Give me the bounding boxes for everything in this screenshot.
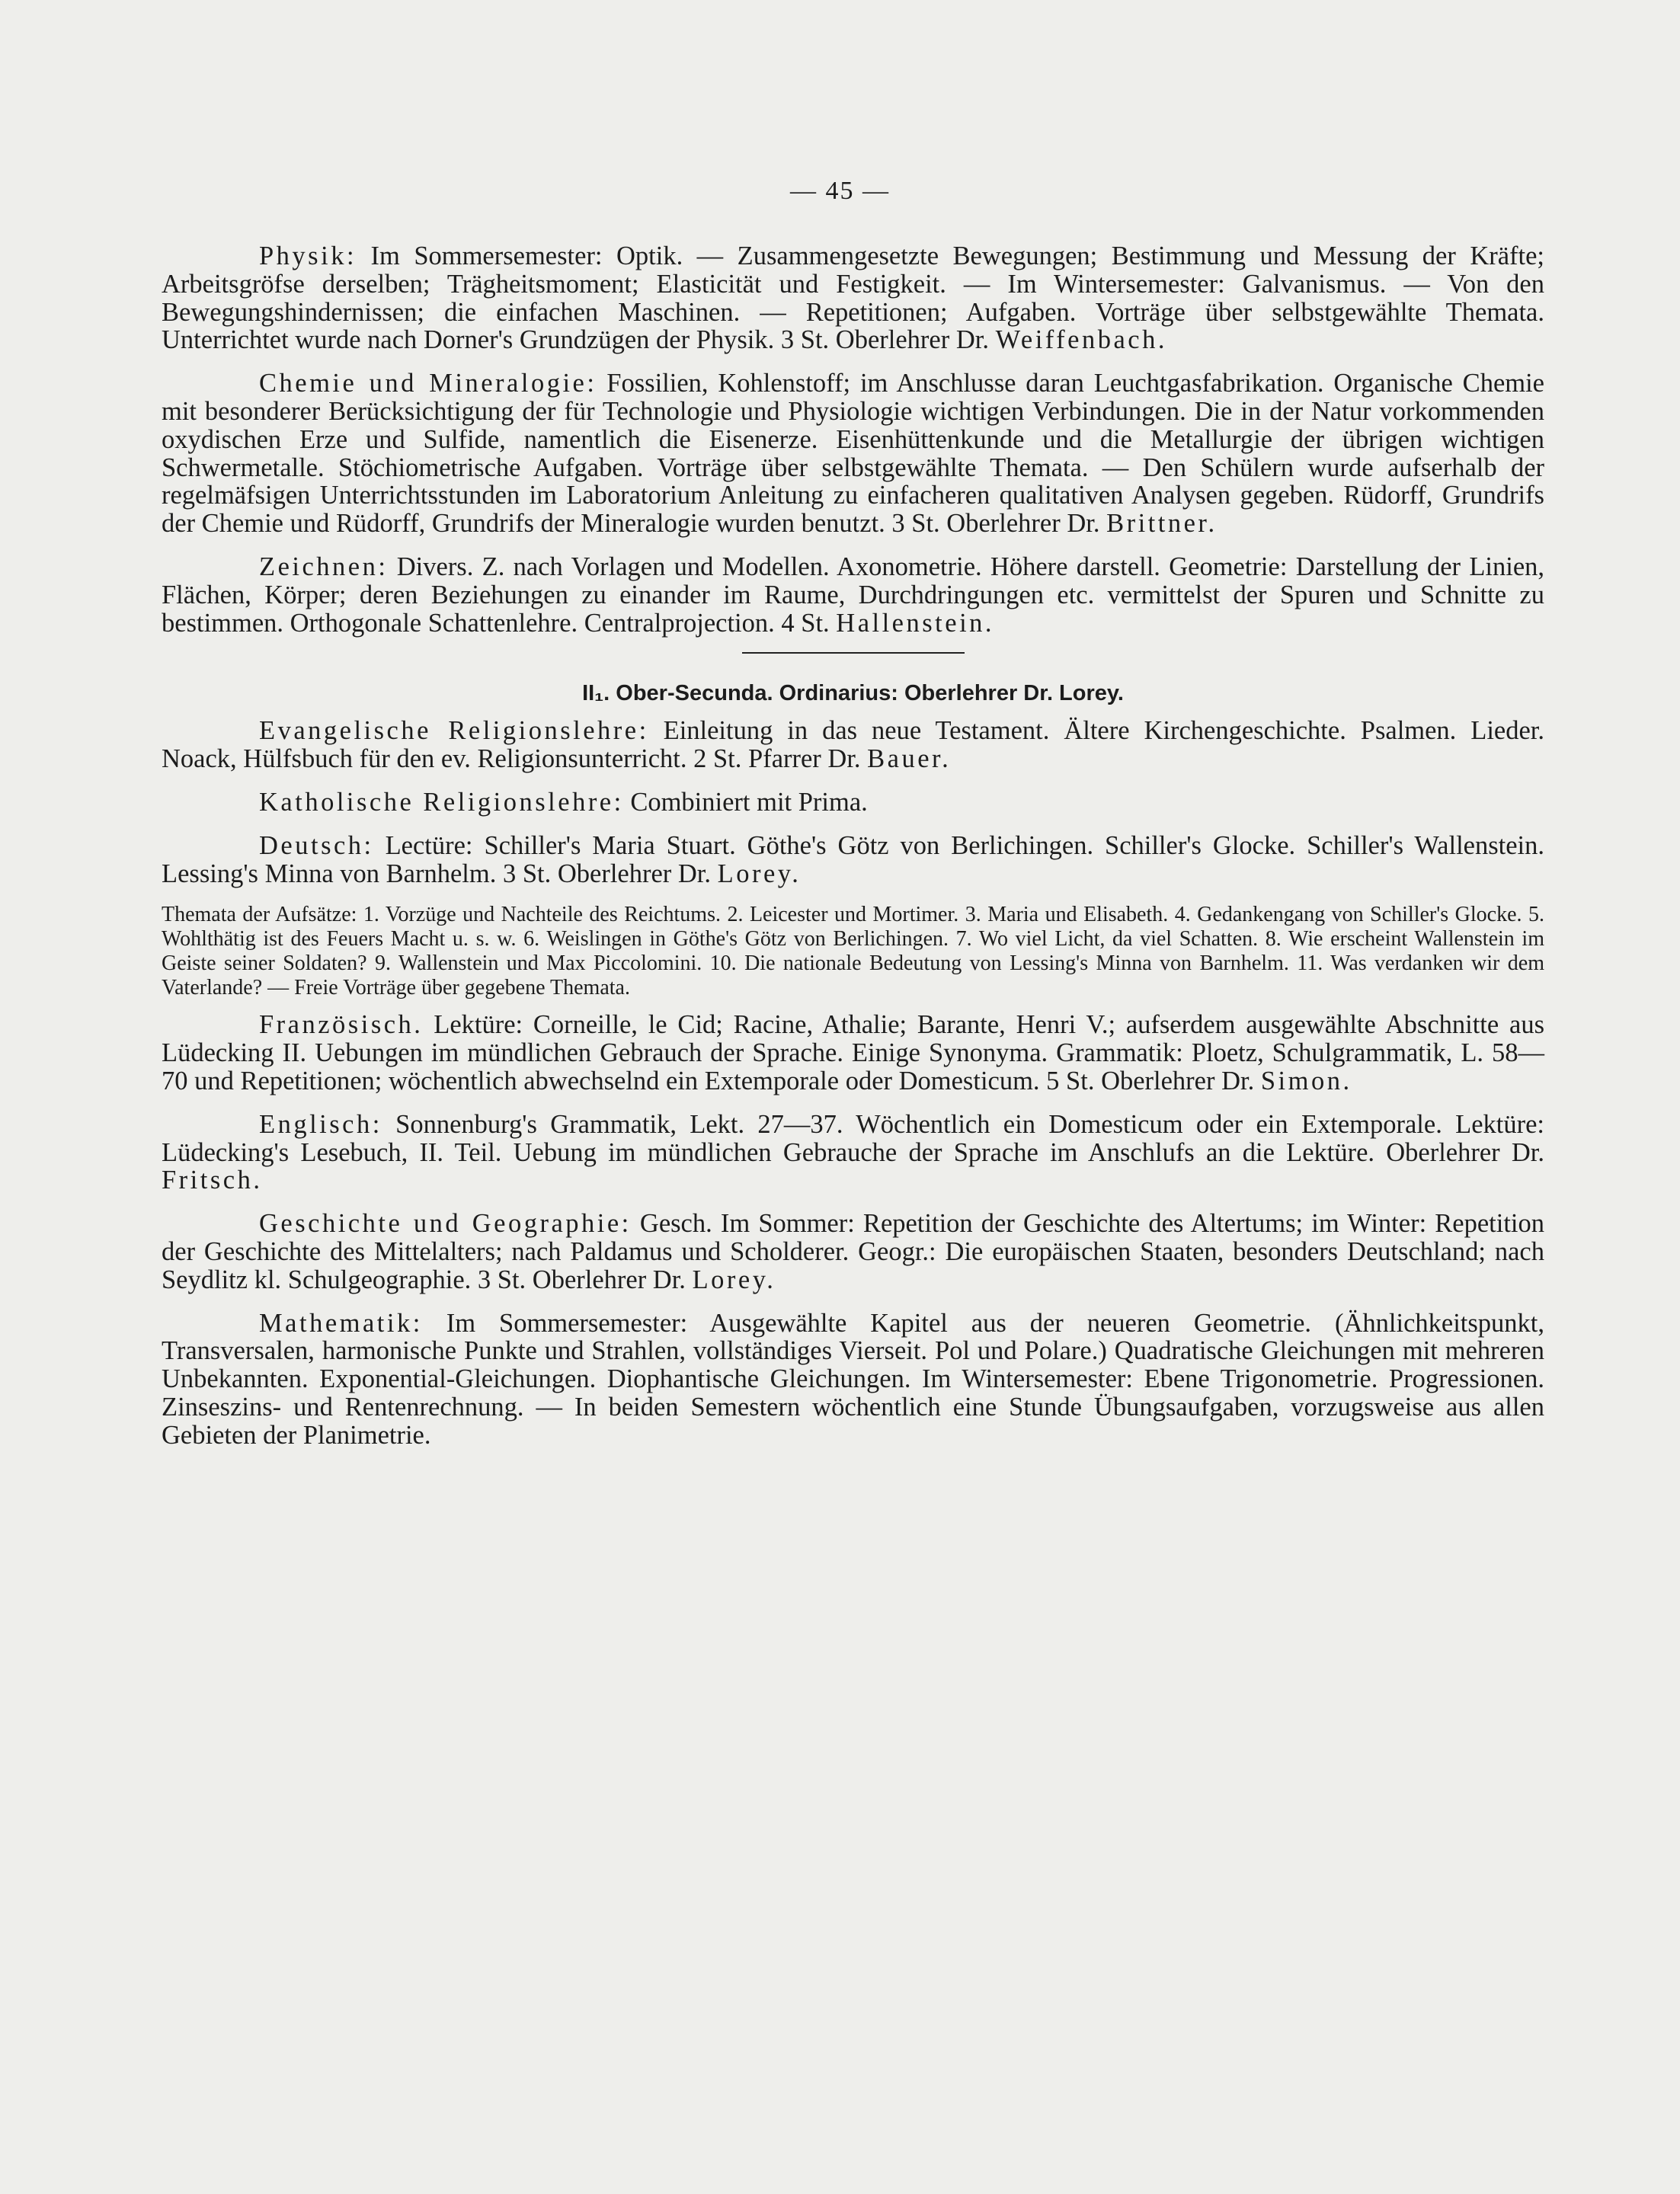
paragraph-text: Fossilien, Kohlenstoff; im Anschlusse daran Leuchtgasfabrikation. Organische Chemie mit besonderer Berücksichtigung der für Technologie und Physiologie wichtigen Verbindungen. Die in der Natur vorkommenden oxydischen Erze und Sulfide, namentlich die Eisenerze. Eisenhüttenkunde und die Metallurgie der übrigen wichtigen Schwermetalle. Stöchiometrische Aufgaben. Vorträge über selbstgewählte Themata. — Den Schülern wurde aufserhalb der regelmäfsigen Unterrichtsstunden im Laboratorium Anleitung zu einfacheren qualitativen Analysen gegeben. Rüdorff, Grundrifs der Chemie und Rüdorff, Grundrifs der Mineralogie wurden benutzt. 3 St. Oberlehrer Dr. <box>162 369 1544 539</box>
ober-secunda-section <box>162 717 1544 1449</box>
paragraph-englisch <box>162 1111 1544 1195</box>
paragraph-zeichnen <box>162 553 1544 637</box>
paragraph-text: Im Sommersemester: Optik. — Zusammengesetzte Bewegungen; Bestimmung und Messung der Kräfte; Arbeitsgröfse derselben; Trägheitsmoment; Elasticität und Festigkeit. — Im Wintersemester: Galvanismus. — Von den Bewegungshindernissen; die einfachen Maschinen. — Repetitionen; Aufgaben. Vorträge über selbstgewählte Themata. Unterrichtet wurde nach Dorner's Grundzügen der Physik. 3 St. Oberlehrer Dr. <box>162 241 1545 355</box>
teacher-name: Brittner. <box>1106 509 1218 539</box>
subject-name: Geschichte und Geographie: <box>259 1209 632 1239</box>
subject-name: Englisch: <box>259 1109 382 1139</box>
subject-name: Deutsch: <box>259 830 374 860</box>
paragraph-aufsatz-themata <box>162 903 1544 1000</box>
subject-name: Zeichnen: <box>259 552 389 581</box>
paragraph-evangelische-religion <box>162 717 1544 773</box>
page-number: — 45 — <box>790 177 890 205</box>
paragraph-text: Sonnenburg's Grammatik, Lekt. 27—37. Wöchentlich ein Domesticum oder ein Extemporale. Lektüre: Lüdecking's Lesebuch, II. Teil. Uebung im mündlichen Gebrauche der Sprache im Anschlufs an die Lektüre. Oberlehrer Dr. <box>162 1109 1544 1167</box>
paragraph-franzoesisch <box>162 1011 1544 1095</box>
subject-name: Französisch. <box>259 1010 424 1040</box>
teacher-name: Hallenstein. <box>836 608 995 638</box>
paragraph-mathematik <box>162 1310 1544 1450</box>
section-divider <box>742 652 965 654</box>
teacher-name: Lorey. <box>717 859 802 888</box>
subject-name: Physik: <box>259 241 357 270</box>
paragraph-text: Einleitung in das neue Testament. Ältere Kirchengeschichte. Psalmen. Lieder. Noack, Hülfsbuch für den ev. Religionsunterricht. 2 St. Pfarrer Dr. <box>162 716 1545 774</box>
paragraph-text: Lektüre: Corneille, le Cid; Racine, Athalie; Barante, Henri V.; aufserdem ausgewählte Abschnitte aus Lüdecking II. Uebungen im mündlichen Gebrauch der Sprache. Einige Synonyma. Grammatik: Ploetz, Schulgrammatik, L. 58—70 und Repetitionen; wöchentlich abwechselnd ein Extemporale oder Domesticum. 5 St. Oberlehrer Dr. <box>162 1010 1544 1095</box>
page-content <box>162 242 1544 1465</box>
class-heading: II₁. Ober-Secunda. Ordinarius: Oberlehrer Dr. Lorey. <box>582 681 1124 706</box>
prima-subjects-section <box>162 242 1544 637</box>
teacher-name: Lorey. <box>692 1265 776 1294</box>
paragraph-text: Divers. Z. nach Vorlagen und Modellen. Axonometrie. Höhere darstell. Geometrie: Darstellung der Linien, Flächen, Körper; deren Beziehungen zu einander im Raume, Durchdringungen etc. vermittelst der Spuren und Schnitte zu bestimmen. Orthogonale Schattenlehre. Centralprojection. 4 St. <box>162 552 1545 638</box>
teacher-name: Bauer. <box>867 744 952 774</box>
subject-name: Evangelische Religionslehre: <box>259 716 649 746</box>
paragraph-katholische-religion <box>162 788 1544 817</box>
paragraph-text: Im Sommersemester: Ausgewählte Kapitel aus der neueren Geometrie. (Ähnlichkeitspunkt, Transversalen, harmonische Punkte und Strahlen, vollständiges Vierseit. Pol und Polare.) Quadratische Gleichungen mit mehreren Unbekannten. Exponential-Gleichungen. Diophantische Gleichungen. Im Wintersemester: Ebene Trigonometrie. Progressionen. Zinseszins- und Rentenrechnung. — In beiden Semestern wöchentlich eine Stunde Übungsaufgaben, vorzugsweise aus allen Gebieten der Planimetrie. <box>162 1308 1544 1450</box>
subject-name: Chemie und Mineralogie: <box>259 369 597 398</box>
paragraph-text: Lectüre: Schiller's Maria Stuart. Göthe's Götz von Berlichingen. Schiller's Glocke. Schiller's Wallenstein. Lessing's Minna von Barnhelm. 3 St. Oberlehrer Dr. <box>162 830 1545 888</box>
subject-name: Katholische Religionslehre: <box>259 787 624 817</box>
teacher-name: Simon. <box>1260 1066 1352 1095</box>
subject-name: Mathematik: <box>259 1308 423 1338</box>
paragraph-text: Gesch. Im Sommer: Repetition der Geschichte des Altertums; im Winter: Repetition der Geschichte des Mittelalters; nach Paldamus und Scholderer. Geogr.: Die europäischen Staaten, besonders Deutschland; nach Seydlitz kl. Schulgeographie. 3 St. Oberlehrer Dr. <box>162 1209 1544 1294</box>
paragraph-text: Combiniert mit Prima. <box>630 787 868 817</box>
paragraph-physik <box>162 242 1544 354</box>
teacher-name: Weiffenbach. <box>995 325 1167 355</box>
paragraph-text: Themata der Aufsätze: 1. Vorzüge und Nachteile des Reichtums. 2. Leicester und Mortimer. 3. Maria und Elisabeth. 4. Gedankengang von Schiller's Glocke. 5. Wohlthätig ist des Feuers Macht u. s. w. 6. Weislingen in Göthe's Götz von Berlichingen. 7. Wo viel Licht, da viel Schatten. 8. Wie erscheint Wallenstein im Geiste seiner Soldaten? 9. Wallenstein und Max Piccolomini. 10. Die nationale Bedeutung von Lessing's Minna von Barnhelm. 11. Was verdanken wir dem Vaterlande? — Freie Vorträge über gegebene Themata. <box>162 903 1544 1000</box>
paragraph-deutsch <box>162 832 1544 888</box>
paragraph-geschichte <box>162 1210 1544 1294</box>
paragraph-chemie <box>162 369 1544 538</box>
teacher-name: Fritsch. <box>162 1166 263 1195</box>
